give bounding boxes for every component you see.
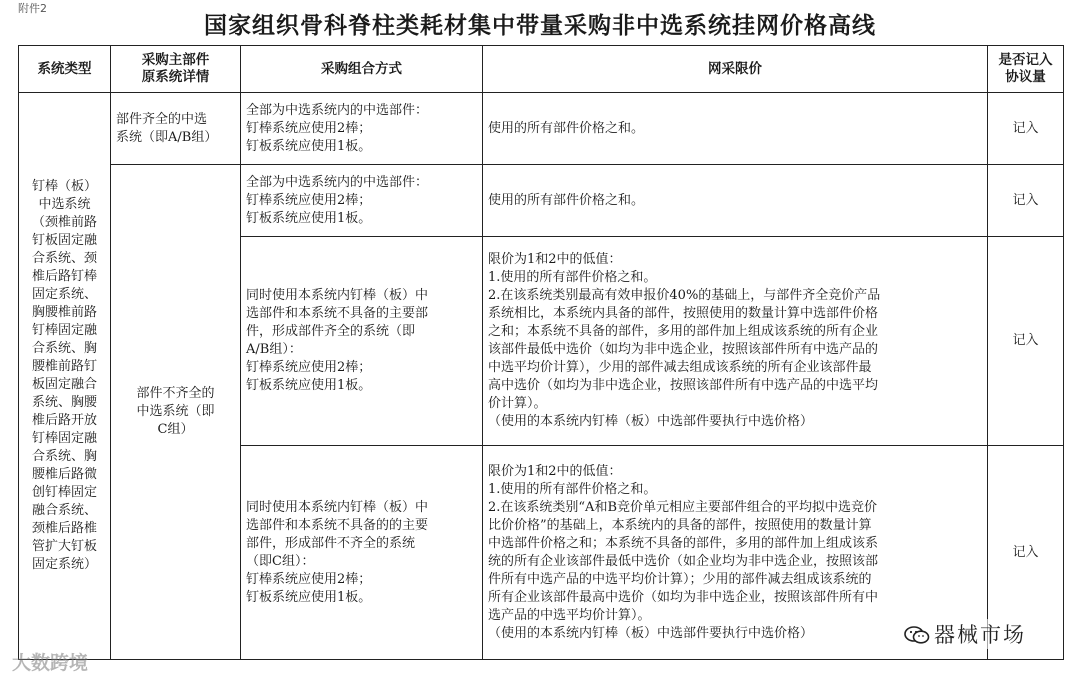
header-combination: 采购组合方式 [241,46,483,93]
text-line: （即C组）： [246,553,315,569]
text-line: 颈椎后路椎 [31,521,97,536]
text-line: 中选平均价计算），少用的部件减去组成该系统的所有企业该部件最 [488,360,872,375]
wechat-icon [904,626,930,644]
text-line: 2.在该系统类别最高有效申报价40%的基础上，与部件齐全竞价产品 [488,288,881,303]
text-line: 管扩大钉板 [31,539,97,554]
header-agreement-line1: 是否记入 [998,52,1053,68]
text-line: 固定系统） [31,557,97,572]
text-line: A/B组）： [246,342,302,357]
text-line: 钉板系统应使用1板。 [246,210,372,226]
text-line: 合系统、颈 [31,251,97,266]
header-price-limit: 网采限价 [483,46,988,93]
text-line: 腰椎后路微 [31,467,97,482]
text-line: 椎后路钉棒 [31,269,97,284]
watermark-left [12,648,88,675]
text-line: 钉板系统应使用1板。 [246,589,372,605]
text-line: 创钉棒固定 [31,485,97,500]
text-line: 钉棒系统应使用2棒； [246,360,372,375]
combination-cell [241,237,483,446]
price-limit-cell [483,165,988,237]
text-line: 钉板系统应使用1板。 [246,138,372,154]
text-line: 系统、胸腰 [31,395,97,410]
price-limit-cell [483,93,988,165]
text-line: 价计算）。 [488,396,547,411]
text-line: 1.使用的所有部件价格之和。 [488,270,657,285]
text-line: 钉棒固定融 [31,323,97,338]
text-line: 选产品的中选平均价计算）。 [488,607,651,623]
text-line: 全部为中选系统内的中选部件： [246,174,429,190]
text-line: 限价为1和2中的低值： [488,463,622,479]
text-line: 钉棒系统应使用2棒； [246,192,372,208]
text-line: 2.在该系统类别“A和B竞价单元相应主要部件组合的平均拟中选竞价 [488,499,877,515]
header-source-detail [111,46,241,93]
group-incomplete-text [116,385,235,439]
group-incomplete-cell [111,165,241,660]
text-line: 全部为中选系统内的中选部件： [246,102,429,118]
text-line: 系统相比，本系统内具备的部件，按照使用的数量计算中选部件价格 [488,306,879,321]
text-line: 融合系统、 [31,503,97,518]
text-line: 该部件最低中选价（如均为非中选企业，按照该部件所有中选产品的 [488,342,879,357]
text-line: （使用的本系统内钉棒（板）中选部件要执行中选价格） [488,625,814,641]
header-source-detail-line1: 采购主部件 [141,52,210,68]
text-line: 固定系统、 [31,287,97,302]
combination-text [246,287,477,395]
header-row [19,46,1064,93]
agreement-cell: 记入 [988,446,1064,660]
text-line: 同时使用本系统内钉棒（板）中 [246,499,429,515]
text-line: 系统（即A/B组） [116,129,218,145]
text-line: 板固定融合 [31,377,97,392]
combination-text [246,102,477,156]
header-system-type: 系统类型 [19,46,111,93]
text-line: 部件，形成部件不齐全的系统 [246,535,416,551]
price-limit-text [488,463,982,643]
text-line: 钉板系统应使用1板。 [246,378,372,393]
text-line: 钉棒（板） [31,179,97,194]
price-limit-cell [483,237,988,446]
text-line: 同时使用本系统内钉棒（板）中 [246,288,429,303]
text-line: 件所有中选产品的中选平均价计算）；少用的部件减去组成该系统的 [488,571,872,587]
text-line: 胸腰椎前路 [31,305,97,320]
group-complete-text [116,111,235,147]
price-limit-text [488,192,982,210]
text-line: 使用的所有部件价格之和。 [488,192,645,208]
agreement-cell: 记入 [988,93,1064,165]
price-limit-text [488,251,982,431]
text-line: （使用的本系统内钉棒（板）中选部件要执行中选价格） [488,414,814,429]
combination-text [246,174,477,228]
text-line: 钉板固定融 [31,233,97,248]
header-agreement [988,46,1064,93]
text-line: 选部件和本系统不具备的的主要 [246,517,429,533]
text-line: 比价价格”的基础上，本系统内的具备的部件，按照使用的数量计算 [488,517,872,533]
text-line: 部件齐全的中选 [116,111,208,127]
table-row [19,93,1064,165]
agreement-cell: 记入 [988,165,1064,237]
text-line: 合系统、胸 [31,341,97,356]
text-line: 钉棒系统应使用2棒； [246,571,372,587]
text-line: 中选系统 [38,197,91,212]
header-source-detail-line2: 原系统详情 [141,69,210,85]
combination-cell [241,165,483,237]
watermark-right-text: 器械市场 [934,623,1026,647]
combination-cell [241,93,483,165]
text-line: 高中选价（如均为非中选企业，按照该部件所有中选产品的中选平均 [488,378,879,393]
agreement-cell: 记入 [988,237,1064,446]
combination-cell [241,446,483,660]
system-type-cell [19,93,111,660]
combination-text [246,499,477,607]
text-line: 选部件和本系统不具备的主要部 [246,306,429,321]
price-limit-table [18,45,1064,660]
watermark-right [904,619,1026,649]
attachment-label: 附件2 [18,2,47,15]
price-limit-text [488,120,982,138]
text-line: 部件不齐全的 [136,386,215,401]
text-line: C组） [157,422,194,437]
text-line: 使用的所有部件价格之和。 [488,120,645,136]
text-line: （颈椎前路 [31,215,97,230]
text-line: 1.使用的所有部件价格之和。 [488,481,657,497]
text-line: 之和；本系统不具备的部件，多用的部件加上组成该系统的所有企业 [488,324,879,339]
group-complete-cell [111,93,241,165]
text-line: 统的所有企业该部件最低中选价（如企业均为非中选企业，按照该部 [488,553,879,569]
page-title: 国家组织骨科脊柱类耗材集中带量采购非中选系统挂网价格高线 [204,13,876,39]
text-line: 合系统、胸 [31,449,97,464]
text-line: 所有企业该部件最高中选价（如均为非中选企业，按照该部件所有中 [488,589,879,605]
text-line: 限价为1和2中的低值： [488,252,622,267]
text-line: 椎后路开放 [31,413,97,428]
text-line: 钉棒固定融 [31,431,97,446]
table-row [19,165,1064,237]
text-line: 件，形成部件齐全的系统（即 [246,324,416,339]
text-line: 钉棒系统应使用2棒； [246,120,372,136]
system-type-text [24,178,105,574]
text-line: 中选系统（即 [136,404,215,419]
header-agreement-line2: 协议量 [1005,69,1046,85]
text-line: 中选部件价格之和；本系统不具备的部件，多用的部件加上组成该系 [488,535,879,551]
text-line: 腰椎前路钉 [31,359,97,374]
watermark-left-text: 大数跨境 [12,652,89,674]
